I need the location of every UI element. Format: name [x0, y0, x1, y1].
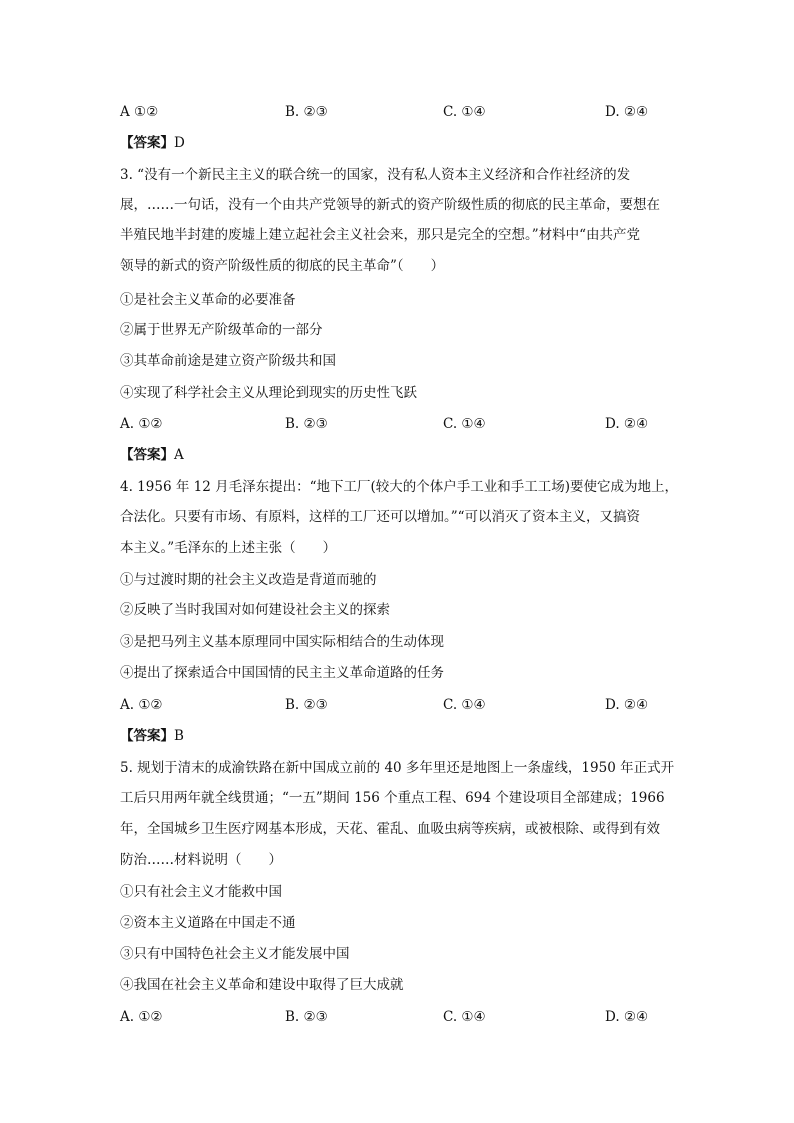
- q3-answer: [120, 445, 184, 465]
- q5-stem-line-3: 年，全国城乡卫生医疗网基本形成，天花、霍乱、血吸虫病等疾病，或被根除、或得到有效: [120, 821, 660, 837]
- q2-options: [120, 102, 660, 122]
- q2-option-b[interactable]: B. ②③: [285, 104, 328, 120]
- q3-stem-line-4: 领导的新式的资产阶级性质的彻底的民主革命”（ ）: [120, 258, 445, 274]
- q5-option-a[interactable]: A. ①②: [120, 1009, 163, 1025]
- q2-answer-label: 【答案】: [120, 135, 174, 151]
- q2-answer-value: D: [174, 135, 185, 151]
- q4-options: [120, 695, 660, 715]
- q5-stem-line-2: 工后只用两年就全线贯通；“一五”期间 156 个重点工程、694 个建设项目全部建成；1966: [120, 790, 665, 806]
- q3-item-2: ②属于世界无产阶级革命的一部分: [120, 322, 323, 338]
- q5-option-d[interactable]: D. ②④: [605, 1009, 649, 1025]
- q4-stem-line-2: 合法化。只要有市场、有原料，这样的工厂还可以增加。”“可以消灭了资本主义，又搞资: [120, 509, 641, 525]
- q4-option-b[interactable]: B. ②③: [285, 697, 328, 713]
- q5-item-3: ③只有中国特色社会主义才能发展中国: [120, 946, 350, 962]
- q3-answer-value: A: [174, 447, 184, 463]
- q3-stem-line-1: 3. “没有一个新民主主义的联合统一的国家，没有私人资本主义经济和合作社经济的发: [120, 167, 631, 183]
- q2-option-d[interactable]: D. ②④: [605, 104, 649, 120]
- q4-answer: [120, 726, 184, 746]
- q4-item-4: ④提出了探索适合中国国情的民主主义革命道路的任务: [120, 665, 444, 681]
- q5-item-2: ②资本主义道路在中国走不通: [120, 915, 296, 931]
- q3-option-c[interactable]: C. ①④: [443, 416, 486, 432]
- q5-options: [120, 1007, 660, 1027]
- q4-item-1: ①与过渡时期的社会主义改造是背道而驰的: [120, 572, 377, 588]
- q5-option-c[interactable]: C. ①④: [443, 1009, 486, 1025]
- q3-item-3: ③其革命前途是建立资产阶级共和国: [120, 353, 336, 369]
- q4-item-2: ②反映了当时我国对如何建设社会主义的探索: [120, 602, 390, 618]
- q3-answer-label: 【答案】: [120, 447, 174, 463]
- q3-stem-line-3: 半殖民地半封建的废墟上建立起社会主义社会来，那只是完全的空想。”材料中“由共产党: [120, 227, 641, 243]
- q3-stem-line-2: 展，……一句话，没有一个由共产党领导的新式的资产阶级性质的彻底的民主革命，要想在: [120, 197, 660, 213]
- q4-item-3: ③是把马列主义基本原理同中国实际相结合的生动体现: [120, 634, 444, 650]
- q5-stem-line-4: 防治……材料说明（ ）: [120, 852, 282, 868]
- q3-item-1: ①是社会主义革命的必要准备: [120, 292, 296, 308]
- q4-answer-label: 【答案】: [120, 728, 174, 744]
- q3-options: [120, 414, 660, 434]
- q3-option-d[interactable]: D. ②④: [605, 416, 649, 432]
- q3-item-4: ④实现了科学社会主义从理论到现实的历史性飞跃: [120, 385, 417, 401]
- q4-stem-line-1: 4. 1956 年 12 月毛泽东提出：“地下工厂(较大的个体户手工业和手工工场)要使它成为地上，: [120, 479, 679, 495]
- q5-stem-line-1: 5. 规划于清末的成渝铁路在新中国成立前的 40 多年里还是地图上一条虚线，1950 年正式开: [120, 760, 675, 776]
- q3-option-b[interactable]: B. ②③: [285, 416, 328, 432]
- q2-option-a[interactable]: A ①②: [120, 104, 159, 120]
- q4-option-d[interactable]: D. ②④: [605, 697, 649, 713]
- q4-option-a[interactable]: A. ①②: [120, 697, 163, 713]
- q4-option-c[interactable]: C. ①④: [443, 697, 486, 713]
- q4-stem-line-3: 本主义。”毛泽东的上述主张（ ）: [120, 540, 337, 556]
- q5-item-1: ①只有社会主义才能救中国: [120, 884, 282, 900]
- q2-option-c[interactable]: C. ①④: [443, 104, 486, 120]
- q4-answer-value: B: [174, 728, 184, 744]
- q5-option-b[interactable]: B. ②③: [285, 1009, 328, 1025]
- q5-item-4: ④我国在社会主义革命和建设中取得了巨大成就: [120, 977, 404, 993]
- q2-answer: [120, 133, 185, 153]
- q3-option-a[interactable]: A. ①②: [120, 416, 163, 432]
